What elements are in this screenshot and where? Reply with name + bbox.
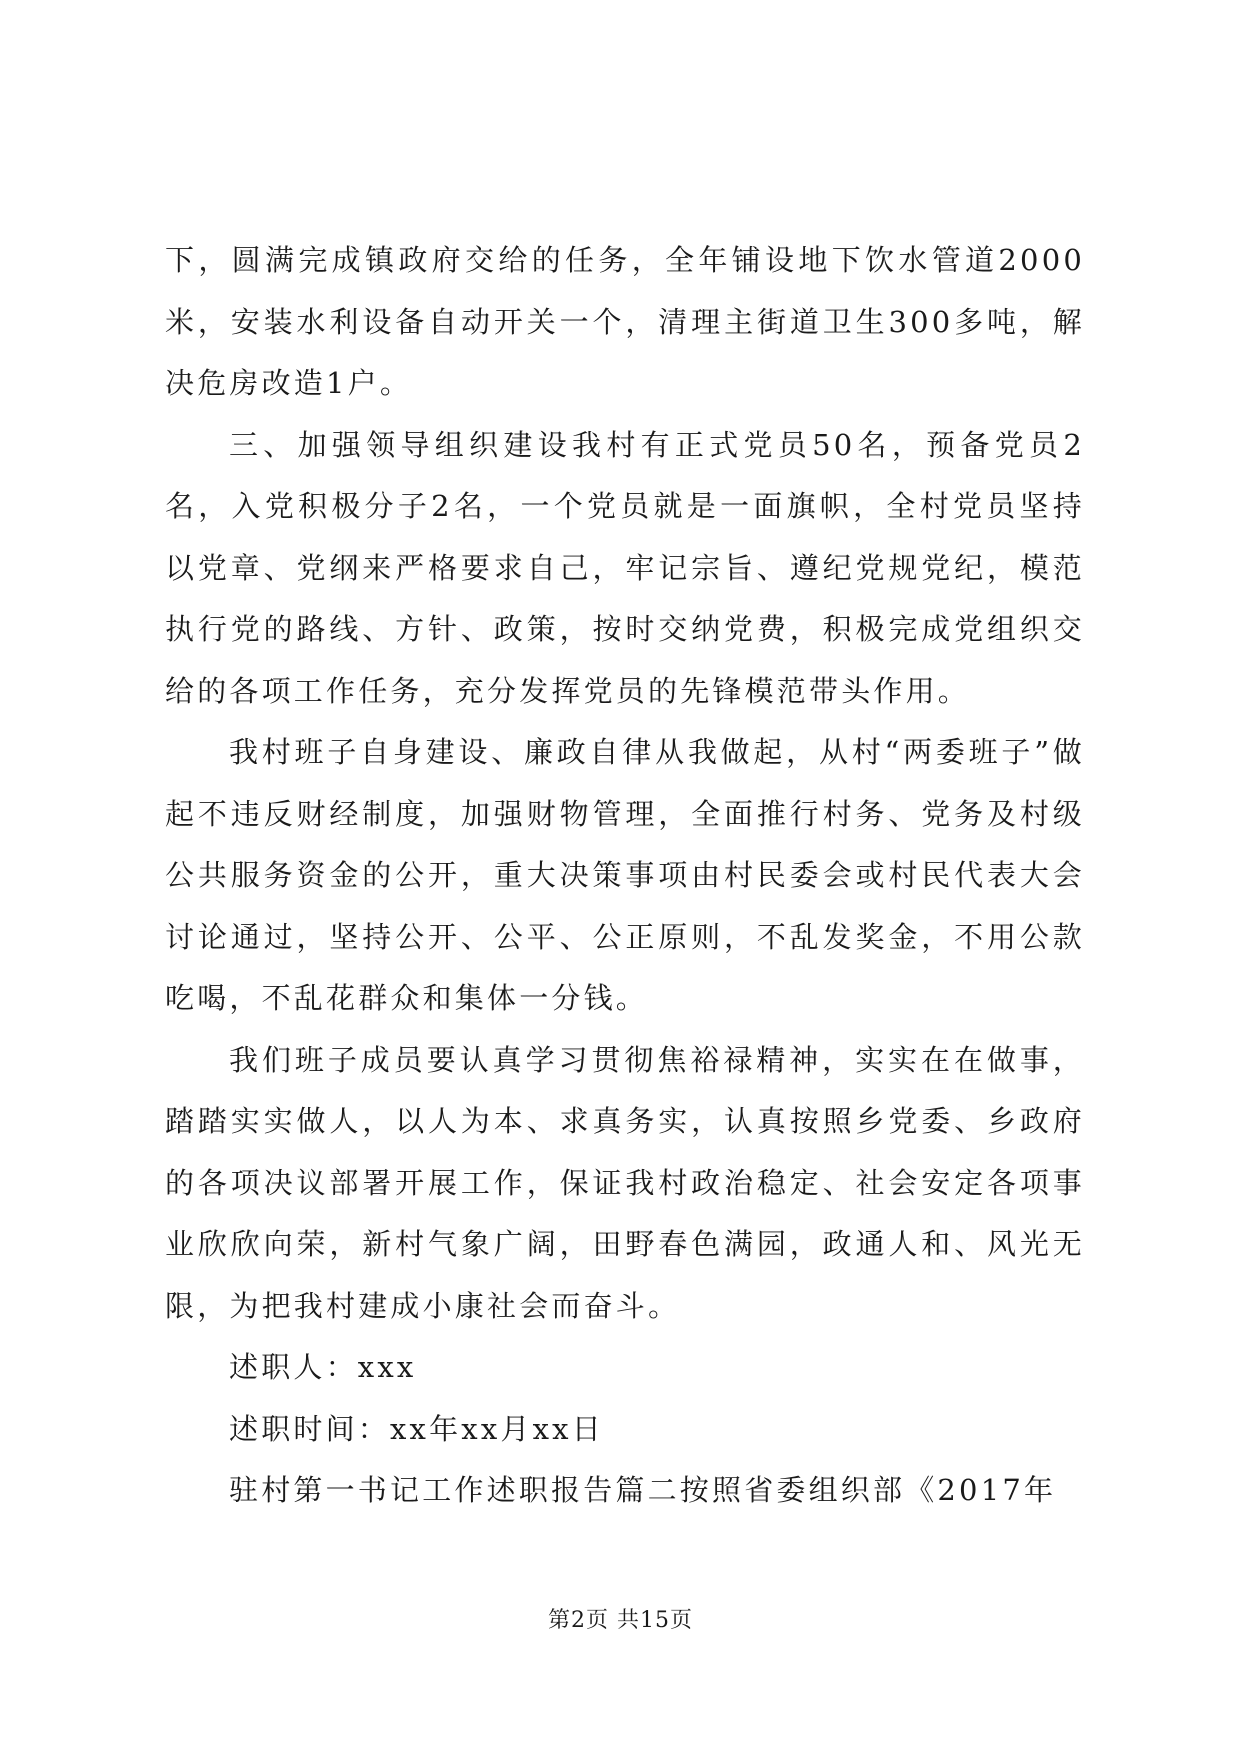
paragraph-next-report: 驻村第一书记工作述职报告篇二按照省委组织部《2017年	[229, 1473, 1057, 1507]
paragraph-party-building: 三、加强领导组织建设我村有正式党员50名，预备党员2名，入党积极分子2名，一个党员就是一面旗帜，全村党员坚持以党章、党纲来严格要求自己，牢记宗旨、遵纪党规党纪，模范执行党的路线、方针、政策，按时交纳党费，积极完成党组织交给的各项工作任务，充分发挥党员的先锋模范带头作用。	[165, 427, 1085, 708]
paragraph-self-discipline: 我村班子自身建设、廉政自律从我做起，从村“两委班子”做起不违反财经制度，加强财物管理，全面推行村务、党务及村级公共服务资金的公开，重大决策事项由村民委会或村民代表大会讨论通过，坚持公开、公平、公正原则，不乱发奖金，不用公款吃喝，不乱花群众和集体一分钱。	[165, 735, 1085, 1015]
document-body	[165, 230, 1085, 1522]
paragraph-commitment: 我们班子成员要认真学习贯彻焦裕禄精神，实实在在做事，踏踏实实做人，以人为本、求真务实，认真按照乡党委、乡政府的各项决议部署开展工作，保证我村政治稳定、社会安定各项事业欣欣向荣，新村气象广阔，田野春色满园，政通人和、风光无限，为把我村建成小康社会而奋斗。	[165, 1042, 1085, 1323]
page-number-footer: 第2页 共15页	[548, 1608, 693, 1633]
reporter-line: 述职人：xxx	[229, 1350, 417, 1384]
report-date-line: 述职时间：xx年xx月xx日	[229, 1411, 604, 1446]
paragraph-continuation: 下，圆满完成镇政府交给的任务，全年铺设地下饮水管道2000米，安装水利设备自动开关一个，清理主街道卫生300多吨，解决危房改造1户。	[165, 243, 1085, 400]
